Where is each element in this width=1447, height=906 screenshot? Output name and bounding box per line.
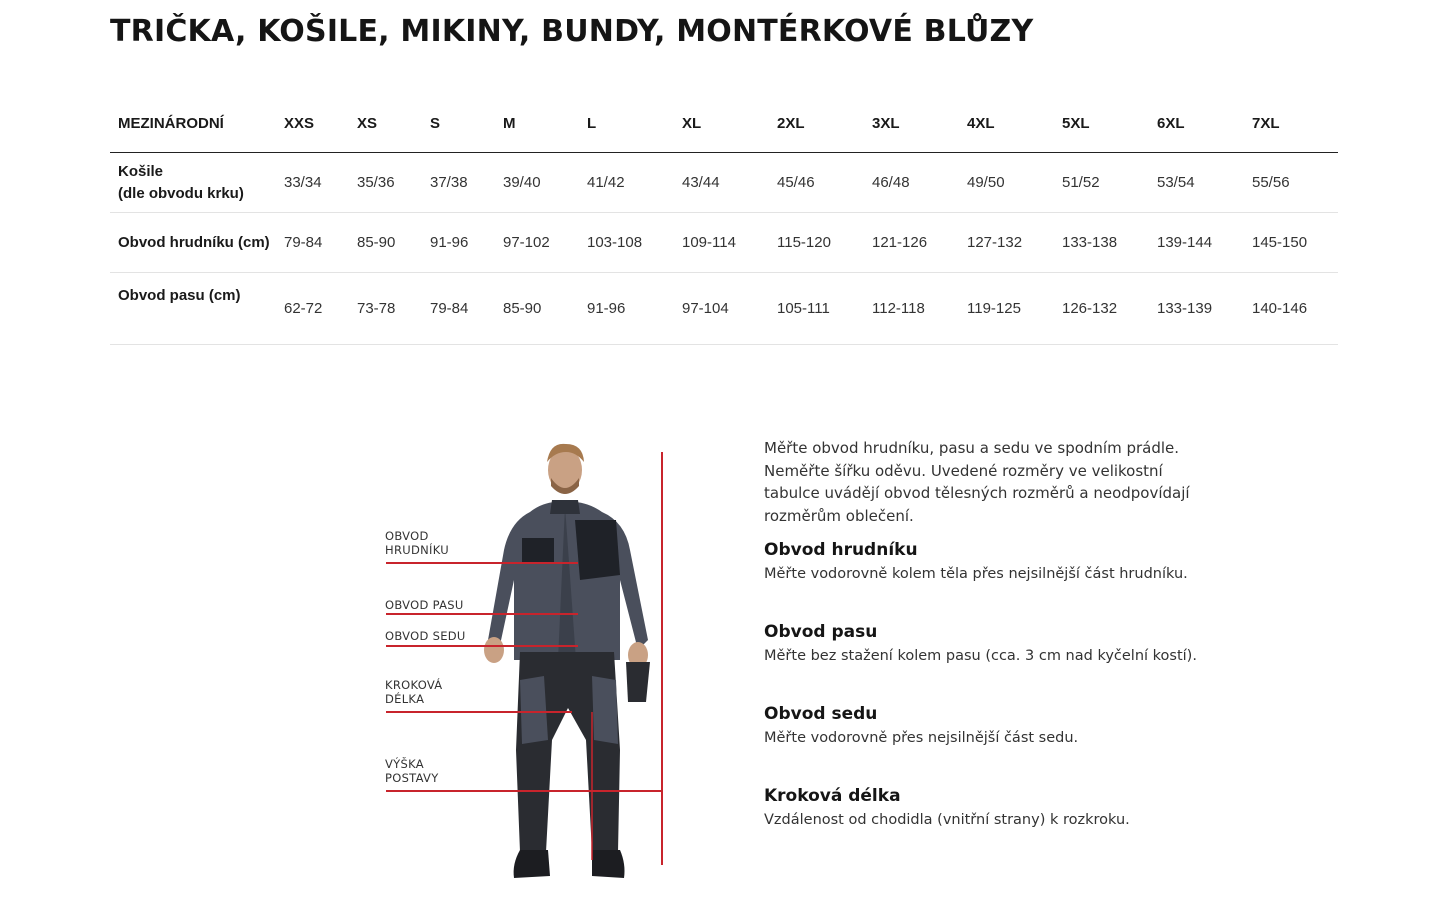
label-line: POSTAVY xyxy=(385,771,439,785)
table-cell: 73-78 xyxy=(349,273,422,345)
gloves-shape xyxy=(626,662,650,702)
section-title-chest: Obvod hrudníku xyxy=(764,540,918,560)
right-shoe xyxy=(592,850,625,878)
header-size: XXS xyxy=(276,94,349,153)
header-size: M xyxy=(495,94,579,153)
section-title-seat: Obvod sedu xyxy=(764,704,878,724)
table-row xyxy=(110,273,1338,345)
table-cell: 109-114 xyxy=(674,213,769,273)
table-cell: 133-138 xyxy=(1054,213,1149,273)
label-waist: OBVOD PASU xyxy=(385,598,464,612)
table-cell: 140-146 xyxy=(1244,273,1338,345)
table-header-row xyxy=(110,94,1338,153)
left-hand xyxy=(484,637,504,663)
table-cell: 115-120 xyxy=(769,213,864,273)
section-text-chest: Měřte vodorovně kolem těla přes nejsilnější část hrudníku. xyxy=(764,566,1188,582)
table-cell: 37/38 xyxy=(422,153,495,213)
table-cell: 119-125 xyxy=(959,273,1054,345)
header-international: MEZINÁRODNÍ xyxy=(110,94,276,153)
table-cell: 145-150 xyxy=(1244,213,1338,273)
header-size: 4XL xyxy=(959,94,1054,153)
jacket-collar xyxy=(550,500,580,514)
table-cell: 112-118 xyxy=(864,273,959,345)
table-cell: 39/40 xyxy=(495,153,579,213)
table-row xyxy=(110,213,1338,273)
header-size: 7XL xyxy=(1244,94,1338,153)
header-size: XS xyxy=(349,94,422,153)
table-cell: 46/48 xyxy=(864,153,959,213)
label-chest xyxy=(385,529,449,557)
section-text-waist: Měřte bez stažení kolem pasu (cca. 3 cm nad kyčelní kostí). xyxy=(764,648,1197,664)
table-cell: 43/44 xyxy=(674,153,769,213)
table-cell: 62-72 xyxy=(276,273,349,345)
table-cell: 127-132 xyxy=(959,213,1054,273)
table-cell: 91-96 xyxy=(422,213,495,273)
header-size: S xyxy=(422,94,495,153)
label-line: VÝŠKA xyxy=(385,757,424,771)
label-line: DÉLKA xyxy=(385,692,425,706)
table-cell: 105-111 xyxy=(769,273,864,345)
table-cell: 126-132 xyxy=(1054,273,1149,345)
table-cell: 55/56 xyxy=(1244,153,1338,213)
table-cell: 53/54 xyxy=(1149,153,1244,213)
table-cell: 121-126 xyxy=(864,213,959,273)
left-shoe xyxy=(514,850,550,878)
table-cell: 91-96 xyxy=(579,273,674,345)
table-cell: 49/50 xyxy=(959,153,1054,213)
row-label-chest: Obvod hrudníku (cm) xyxy=(110,213,276,273)
label-line: HRUDNÍKU xyxy=(385,543,449,557)
header-size: 3XL xyxy=(864,94,959,153)
label-seat: OBVOD SEDU xyxy=(385,629,466,643)
label-line: OBVOD xyxy=(385,529,429,543)
table-cell: 33/34 xyxy=(276,153,349,213)
row-label-line: (dle obvodu krku) xyxy=(118,184,244,202)
label-inseam xyxy=(385,678,442,706)
header-size: 5XL xyxy=(1054,94,1149,153)
table-cell: 133-139 xyxy=(1149,273,1244,345)
table-cell: 35/36 xyxy=(349,153,422,213)
measurement-figure xyxy=(380,440,680,890)
section-title-waist: Obvod pasu xyxy=(764,622,878,642)
row-label-line: Košile xyxy=(118,162,164,180)
table-cell: 97-102 xyxy=(495,213,579,273)
header-size: 2XL xyxy=(769,94,864,153)
trousers-panel-right xyxy=(592,676,618,744)
header-size: L xyxy=(579,94,674,153)
intro-text: Měřte obvod hrudníku, pasu a sedu ve spodním prádle. Neměřte šířku oděvu. Uvedené rozměry ve velikostní tabulce uvádějí obvod tělesných rozměrů a neodpovídají rozměrům oblečení. xyxy=(764,439,1190,525)
trousers-panel-left xyxy=(520,676,548,744)
size-table xyxy=(110,94,1338,345)
table-cell: 97-104 xyxy=(674,273,769,345)
page-title: TRIČKA, KOŠILE, MIKINY, BUNDY, MONTÉRKOVÉ BLŮZY xyxy=(110,14,1034,49)
section-title-inseam: Kroková délka xyxy=(764,786,901,806)
section-text-seat: Měřte vodorovně přes nejsilnější část sedu. xyxy=(764,730,1079,746)
table-cell: 51/52 xyxy=(1054,153,1149,213)
header-size: 6XL xyxy=(1149,94,1244,153)
row-label-shirt xyxy=(110,153,276,213)
table-row xyxy=(110,153,1338,213)
table-cell: 103-108 xyxy=(579,213,674,273)
header-size: XL xyxy=(674,94,769,153)
worker-illustration xyxy=(380,440,680,890)
jacket-pocket xyxy=(522,538,554,564)
table-cell: 85-90 xyxy=(495,273,579,345)
table-cell: 41/42 xyxy=(579,153,674,213)
row-label-waist: Obvod pasu (cm) xyxy=(110,273,276,345)
table-cell: 85-90 xyxy=(349,213,422,273)
table-cell: 45/46 xyxy=(769,153,864,213)
table-cell: 79-84 xyxy=(422,273,495,345)
label-line: KROKOVÁ xyxy=(385,678,443,692)
section-text-inseam: Vzdálenost od chodidla (vnitřní strany) k rozkroku. xyxy=(764,812,1130,828)
jacket-panel xyxy=(575,520,620,580)
label-height xyxy=(385,757,439,785)
table-cell: 79-84 xyxy=(276,213,349,273)
table-cell: 139-144 xyxy=(1149,213,1244,273)
